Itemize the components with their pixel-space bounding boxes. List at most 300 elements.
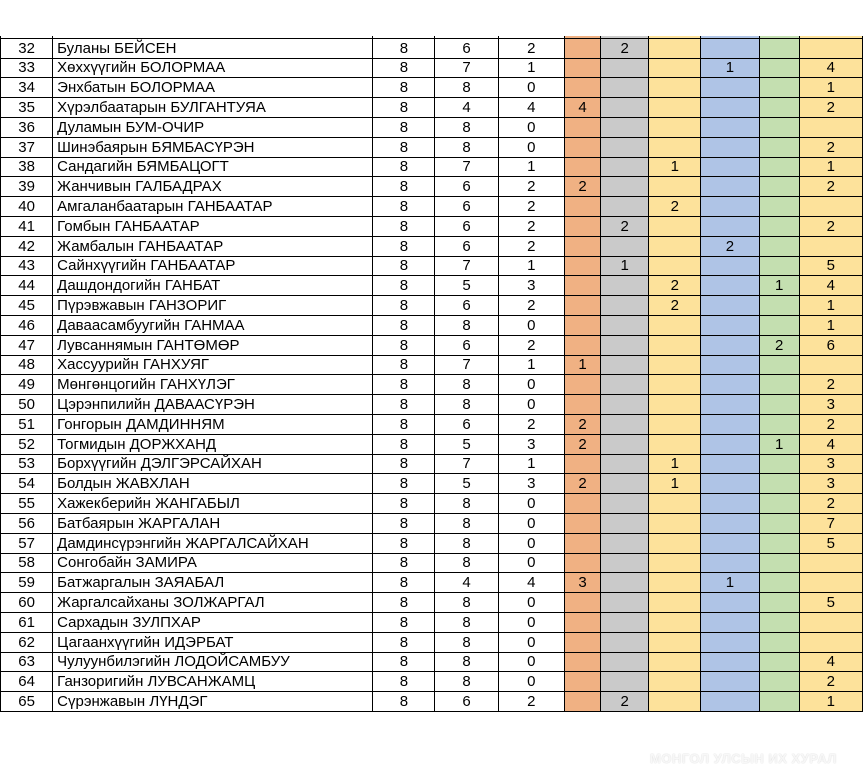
last-column-value: 4: [799, 652, 862, 672]
blue-column-value: [701, 494, 759, 514]
member-name: Хүрэлбаатарын БУЛГАНТУЯА: [53, 98, 373, 118]
yellow-column-value: [649, 414, 701, 434]
last-column-value: [799, 355, 862, 375]
table-row: [1, 612, 863, 632]
row-number: 56: [1, 513, 53, 533]
table-row: [1, 474, 863, 494]
member-name: Амгаланбаатарын ГАНБААТАР: [53, 197, 373, 217]
absent-count: 0: [498, 137, 564, 157]
orange-column-value: [564, 593, 600, 613]
table-row: [1, 494, 863, 514]
absent-count: 2: [498, 38, 564, 58]
absent-count: 2: [498, 296, 564, 316]
yellow-column-value: [649, 38, 701, 58]
absent-count: 2: [498, 335, 564, 355]
green-column-value: [759, 553, 799, 573]
attended-count: 5: [435, 276, 498, 296]
member-name: Гонгорын ДАМДИННЯМ: [53, 414, 373, 434]
row-number: 40: [1, 197, 53, 217]
blue-column-value: [701, 177, 759, 197]
blue-column-value: [701, 197, 759, 217]
row-number: 48: [1, 355, 53, 375]
orange-column-value: [564, 197, 600, 217]
attended-count: 8: [435, 137, 498, 157]
yellow-column-value: [649, 315, 701, 335]
row-number: 46: [1, 315, 53, 335]
yellow-column-value: 2: [649, 296, 701, 316]
total-count: 8: [373, 494, 435, 514]
table-row: [1, 355, 863, 375]
absent-count: 2: [498, 414, 564, 434]
green-column-value: [759, 296, 799, 316]
row-number: 41: [1, 216, 53, 236]
last-column-value: [799, 632, 862, 652]
orange-column-value: 2: [564, 434, 600, 454]
blue-column-value: [701, 593, 759, 613]
orange-column-value: [564, 652, 600, 672]
orange-column-value: [564, 494, 600, 514]
yellow-column-value: [649, 692, 701, 712]
blue-column-value: [701, 395, 759, 415]
last-column-value: 2: [799, 98, 862, 118]
total-count: 8: [373, 612, 435, 632]
last-column-value: 2: [799, 494, 862, 514]
row-number: 62: [1, 632, 53, 652]
yellow-column-value: [649, 632, 701, 652]
table-row: [1, 652, 863, 672]
attended-count: 7: [435, 256, 498, 276]
row-number: 50: [1, 395, 53, 415]
row-number: 36: [1, 117, 53, 137]
attended-count: 8: [435, 632, 498, 652]
table-row: [1, 593, 863, 613]
green-column-value: [759, 197, 799, 217]
member-name: Жанчивын ГАЛБАДРАХ: [53, 177, 373, 197]
absent-count: 1: [498, 454, 564, 474]
orange-column-value: 2: [564, 414, 600, 434]
green-column-value: [759, 375, 799, 395]
total-count: 8: [373, 652, 435, 672]
gray-column-value: [601, 78, 649, 98]
orange-column-value: [564, 157, 600, 177]
last-column-value: 2: [799, 672, 862, 692]
blue-column-value: [701, 276, 759, 296]
blue-column-value: [701, 434, 759, 454]
table-row: [1, 38, 863, 58]
total-count: 8: [373, 593, 435, 613]
total-count: 8: [373, 296, 435, 316]
gray-column-value: [601, 652, 649, 672]
yellow-column-value: [649, 612, 701, 632]
green-column-value: [759, 672, 799, 692]
absent-count: 0: [498, 632, 564, 652]
absent-count: 1: [498, 58, 564, 78]
gray-column-value: [601, 117, 649, 137]
total-count: 8: [373, 98, 435, 118]
table-row: [1, 58, 863, 78]
last-column-value: 1: [799, 692, 862, 712]
last-column-value: 7: [799, 513, 862, 533]
member-name: Тогмидын ДОРЖХАНД: [53, 434, 373, 454]
gray-column-value: 2: [601, 692, 649, 712]
attended-count: 8: [435, 375, 498, 395]
member-name: Сандагийн БЯМБАЦОГТ: [53, 157, 373, 177]
absent-count: 0: [498, 672, 564, 692]
blue-column-value: [701, 335, 759, 355]
row-number: 45: [1, 296, 53, 316]
member-name: Дашдондогийн ГАНБАТ: [53, 276, 373, 296]
absent-count: 3: [498, 276, 564, 296]
total-count: 8: [373, 276, 435, 296]
row-number: 49: [1, 375, 53, 395]
total-count: 8: [373, 256, 435, 276]
gray-column-value: [601, 276, 649, 296]
orange-column-value: [564, 533, 600, 553]
total-count: 8: [373, 474, 435, 494]
member-name: Цагаанхүүгийн ИДЭРБАТ: [53, 632, 373, 652]
green-column-value: [759, 692, 799, 712]
blue-column-value: [701, 692, 759, 712]
gray-column-value: [601, 612, 649, 632]
row-number: 35: [1, 98, 53, 118]
green-column-value: [759, 315, 799, 335]
blue-column-value: [701, 375, 759, 395]
yellow-column-value: [649, 58, 701, 78]
absent-count: 1: [498, 157, 564, 177]
yellow-column-value: [649, 256, 701, 276]
attended-count: 8: [435, 672, 498, 692]
gray-column-value: [601, 513, 649, 533]
gray-column-value: [601, 672, 649, 692]
member-name: Чулуунбилэгийн ЛОДОЙСАМБУУ: [53, 652, 373, 672]
absent-count: 2: [498, 692, 564, 712]
row-number: 33: [1, 58, 53, 78]
orange-column-value: [564, 513, 600, 533]
green-column-value: [759, 513, 799, 533]
table-row: [1, 276, 863, 296]
yellow-column-value: [649, 672, 701, 692]
last-column-value: 5: [799, 256, 862, 276]
last-column-value: 4: [799, 434, 862, 454]
yellow-column-value: [649, 494, 701, 514]
attended-count: 6: [435, 414, 498, 434]
yellow-column-value: [649, 78, 701, 98]
watermark: МОНГОЛ УЛСЫН ИХ ХУРАЛ: [650, 751, 837, 766]
total-count: 8: [373, 692, 435, 712]
gray-column-value: [601, 58, 649, 78]
last-column-value: 5: [799, 593, 862, 613]
absent-count: 0: [498, 593, 564, 613]
total-count: 8: [373, 197, 435, 217]
table-row: [1, 236, 863, 256]
last-column-value: 2: [799, 414, 862, 434]
absent-count: 2: [498, 216, 564, 236]
yellow-column-value: [649, 137, 701, 157]
row-number: 51: [1, 414, 53, 434]
gray-column-value: [601, 137, 649, 157]
blue-column-value: 2: [701, 236, 759, 256]
attended-count: 5: [435, 474, 498, 494]
yellow-column-value: [649, 652, 701, 672]
orange-column-value: [564, 256, 600, 276]
attended-count: 6: [435, 692, 498, 712]
row-number: 60: [1, 593, 53, 613]
orange-column-value: [564, 78, 600, 98]
yellow-column-value: [649, 395, 701, 415]
row-number: 44: [1, 276, 53, 296]
table-row: [1, 573, 863, 593]
absent-count: 0: [498, 494, 564, 514]
table-row: [1, 692, 863, 712]
total-count: 8: [373, 513, 435, 533]
yellow-column-value: 2: [649, 276, 701, 296]
green-column-value: [759, 117, 799, 137]
row-number: 61: [1, 612, 53, 632]
member-name: Лувсаннямын ГАНТӨМӨР: [53, 335, 373, 355]
table-body: [1, 19, 863, 712]
green-column-value: [759, 38, 799, 58]
last-column-value: 3: [799, 454, 862, 474]
blue-column-value: [701, 137, 759, 157]
absent-count: 3: [498, 434, 564, 454]
last-column-value: 2: [799, 177, 862, 197]
attended-count: 7: [435, 157, 498, 177]
table-row: [1, 98, 863, 118]
blue-column-value: [701, 533, 759, 553]
orange-column-value: [564, 672, 600, 692]
yellow-column-value: [649, 355, 701, 375]
attended-count: 8: [435, 553, 498, 573]
table-row: [1, 157, 863, 177]
total-count: 8: [373, 454, 435, 474]
yellow-column-value: [649, 177, 701, 197]
gray-column-value: [601, 553, 649, 573]
row-number: 42: [1, 236, 53, 256]
blue-column-value: [701, 632, 759, 652]
orange-column-value: [564, 454, 600, 474]
member-name: Сүрэнжавын ЛҮНДЭГ: [53, 692, 373, 712]
gray-column-value: 2: [601, 216, 649, 236]
gray-column-value: [601, 434, 649, 454]
member-name: Шинэбаярын БЯМБАСҮРЭН: [53, 137, 373, 157]
green-column-value: [759, 216, 799, 236]
table-row: [1, 434, 863, 454]
last-column-value: 2: [799, 216, 862, 236]
yellow-column-value: 1: [649, 454, 701, 474]
yellow-column-value: [649, 434, 701, 454]
green-column-value: [759, 395, 799, 415]
attended-count: 6: [435, 216, 498, 236]
blue-column-value: [701, 78, 759, 98]
blue-column-value: [701, 474, 759, 494]
row-number: 39: [1, 177, 53, 197]
blue-column-value: [701, 612, 759, 632]
member-name: Жаргалсайханы ЗОЛЖАРГАЛ: [53, 593, 373, 613]
gray-column-value: [601, 157, 649, 177]
member-name: Дуламын БУМ-ОЧИР: [53, 117, 373, 137]
yellow-column-value: [649, 513, 701, 533]
green-column-value: [759, 612, 799, 632]
yellow-column-value: [649, 553, 701, 573]
gray-column-value: [601, 355, 649, 375]
orange-column-value: [564, 632, 600, 652]
yellow-column-value: [649, 593, 701, 613]
table-row: [1, 414, 863, 434]
row-number: 65: [1, 692, 53, 712]
green-column-value: [759, 236, 799, 256]
total-count: 8: [373, 573, 435, 593]
last-column-value: 5: [799, 533, 862, 553]
attended-count: 6: [435, 236, 498, 256]
last-column-value: [799, 236, 862, 256]
yellow-column-value: [649, 375, 701, 395]
gray-column-value: [601, 335, 649, 355]
attended-count: 8: [435, 612, 498, 632]
table-row: [1, 137, 863, 157]
absent-count: 0: [498, 553, 564, 573]
orange-column-value: [564, 315, 600, 335]
member-name: Пүрэвжавын ГАНЗОРИГ: [53, 296, 373, 316]
member-name: Энхбатын БОЛОРМАА: [53, 78, 373, 98]
absent-count: 2: [498, 197, 564, 217]
cropped-top-margin: [0, 18, 865, 36]
absent-count: 0: [498, 652, 564, 672]
table-row: [1, 533, 863, 553]
orange-column-value: [564, 276, 600, 296]
green-column-value: [759, 454, 799, 474]
last-column-value: 1: [799, 315, 862, 335]
attended-count: 4: [435, 573, 498, 593]
blue-column-value: [701, 216, 759, 236]
gray-column-value: [601, 296, 649, 316]
attended-count: 8: [435, 78, 498, 98]
absent-count: 2: [498, 177, 564, 197]
green-column-value: [759, 632, 799, 652]
attended-count: 5: [435, 434, 498, 454]
row-number: 38: [1, 157, 53, 177]
deputies-attendance-table: [0, 18, 863, 712]
table-row: [1, 513, 863, 533]
last-column-value: [799, 612, 862, 632]
orange-column-value: [564, 38, 600, 58]
yellow-column-value: 2: [649, 197, 701, 217]
orange-column-value: [564, 692, 600, 712]
absent-count: 0: [498, 315, 564, 335]
green-column-value: [759, 177, 799, 197]
member-name: Сайнхүүгийн ГАНБААТАР: [53, 256, 373, 276]
blue-column-value: [701, 157, 759, 177]
attended-count: 8: [435, 395, 498, 415]
row-number: 53: [1, 454, 53, 474]
table-row: [1, 78, 863, 98]
orange-column-value: [564, 296, 600, 316]
yellow-column-value: [649, 335, 701, 355]
last-column-value: [799, 38, 862, 58]
absent-count: 3: [498, 474, 564, 494]
gray-column-value: [601, 98, 649, 118]
total-count: 8: [373, 355, 435, 375]
gray-column-value: [601, 197, 649, 217]
member-name: Батбаярын ЖАРГАЛАН: [53, 513, 373, 533]
orange-column-value: 2: [564, 474, 600, 494]
last-column-value: [799, 573, 862, 593]
blue-column-value: [701, 117, 759, 137]
yellow-column-value: [649, 216, 701, 236]
absent-count: 0: [498, 117, 564, 137]
yellow-column-value: 1: [649, 157, 701, 177]
attended-count: 8: [435, 315, 498, 335]
member-name: Буланы БЕЙСЕН: [53, 38, 373, 58]
attended-count: 7: [435, 355, 498, 375]
green-column-value: [759, 137, 799, 157]
table-row: [1, 177, 863, 197]
total-count: 8: [373, 672, 435, 692]
member-name: Гомбын ГАНБААТАР: [53, 216, 373, 236]
total-count: 8: [373, 117, 435, 137]
row-number: 59: [1, 573, 53, 593]
yellow-column-value: 1: [649, 474, 701, 494]
row-number: 57: [1, 533, 53, 553]
absent-count: 4: [498, 98, 564, 118]
gray-column-value: 1: [601, 256, 649, 276]
total-count: 8: [373, 553, 435, 573]
absent-count: 0: [498, 513, 564, 533]
last-column-value: 1: [799, 78, 862, 98]
attended-count: 7: [435, 58, 498, 78]
last-column-value: [799, 553, 862, 573]
row-number: 32: [1, 38, 53, 58]
absent-count: 0: [498, 375, 564, 395]
row-number: 63: [1, 652, 53, 672]
member-name: Сонгобайн ЗАМИРА: [53, 553, 373, 573]
green-column-value: [759, 98, 799, 118]
gray-column-value: [601, 395, 649, 415]
table-row: [1, 375, 863, 395]
row-number: 47: [1, 335, 53, 355]
green-column-value: [759, 494, 799, 514]
blue-column-value: [701, 652, 759, 672]
table-row: [1, 197, 863, 217]
orange-column-value: [564, 553, 600, 573]
member-name: Жамбалын ГАНБААТАР: [53, 236, 373, 256]
yellow-column-value: [649, 573, 701, 593]
attended-count: 6: [435, 177, 498, 197]
blue-column-value: [701, 553, 759, 573]
last-column-value: 2: [799, 375, 862, 395]
last-column-value: 2: [799, 137, 862, 157]
member-name: Мөнгөнцогийн ГАНХҮЛЭГ: [53, 375, 373, 395]
total-count: 8: [373, 78, 435, 98]
green-column-value: [759, 593, 799, 613]
gray-column-value: [601, 414, 649, 434]
green-column-value: [759, 78, 799, 98]
green-column-value: [759, 652, 799, 672]
total-count: 8: [373, 395, 435, 415]
attended-count: 8: [435, 652, 498, 672]
blue-column-value: [701, 454, 759, 474]
orange-column-value: [564, 58, 600, 78]
gray-column-value: [601, 494, 649, 514]
orange-column-value: 2: [564, 177, 600, 197]
attended-count: 8: [435, 593, 498, 613]
last-column-value: 3: [799, 395, 862, 415]
gray-column-value: [601, 593, 649, 613]
total-count: 8: [373, 58, 435, 78]
member-name: Цэрэнпилийн ДАВААСҮРЭН: [53, 395, 373, 415]
absent-count: 0: [498, 78, 564, 98]
gray-column-value: [601, 315, 649, 335]
blue-column-value: 1: [701, 58, 759, 78]
